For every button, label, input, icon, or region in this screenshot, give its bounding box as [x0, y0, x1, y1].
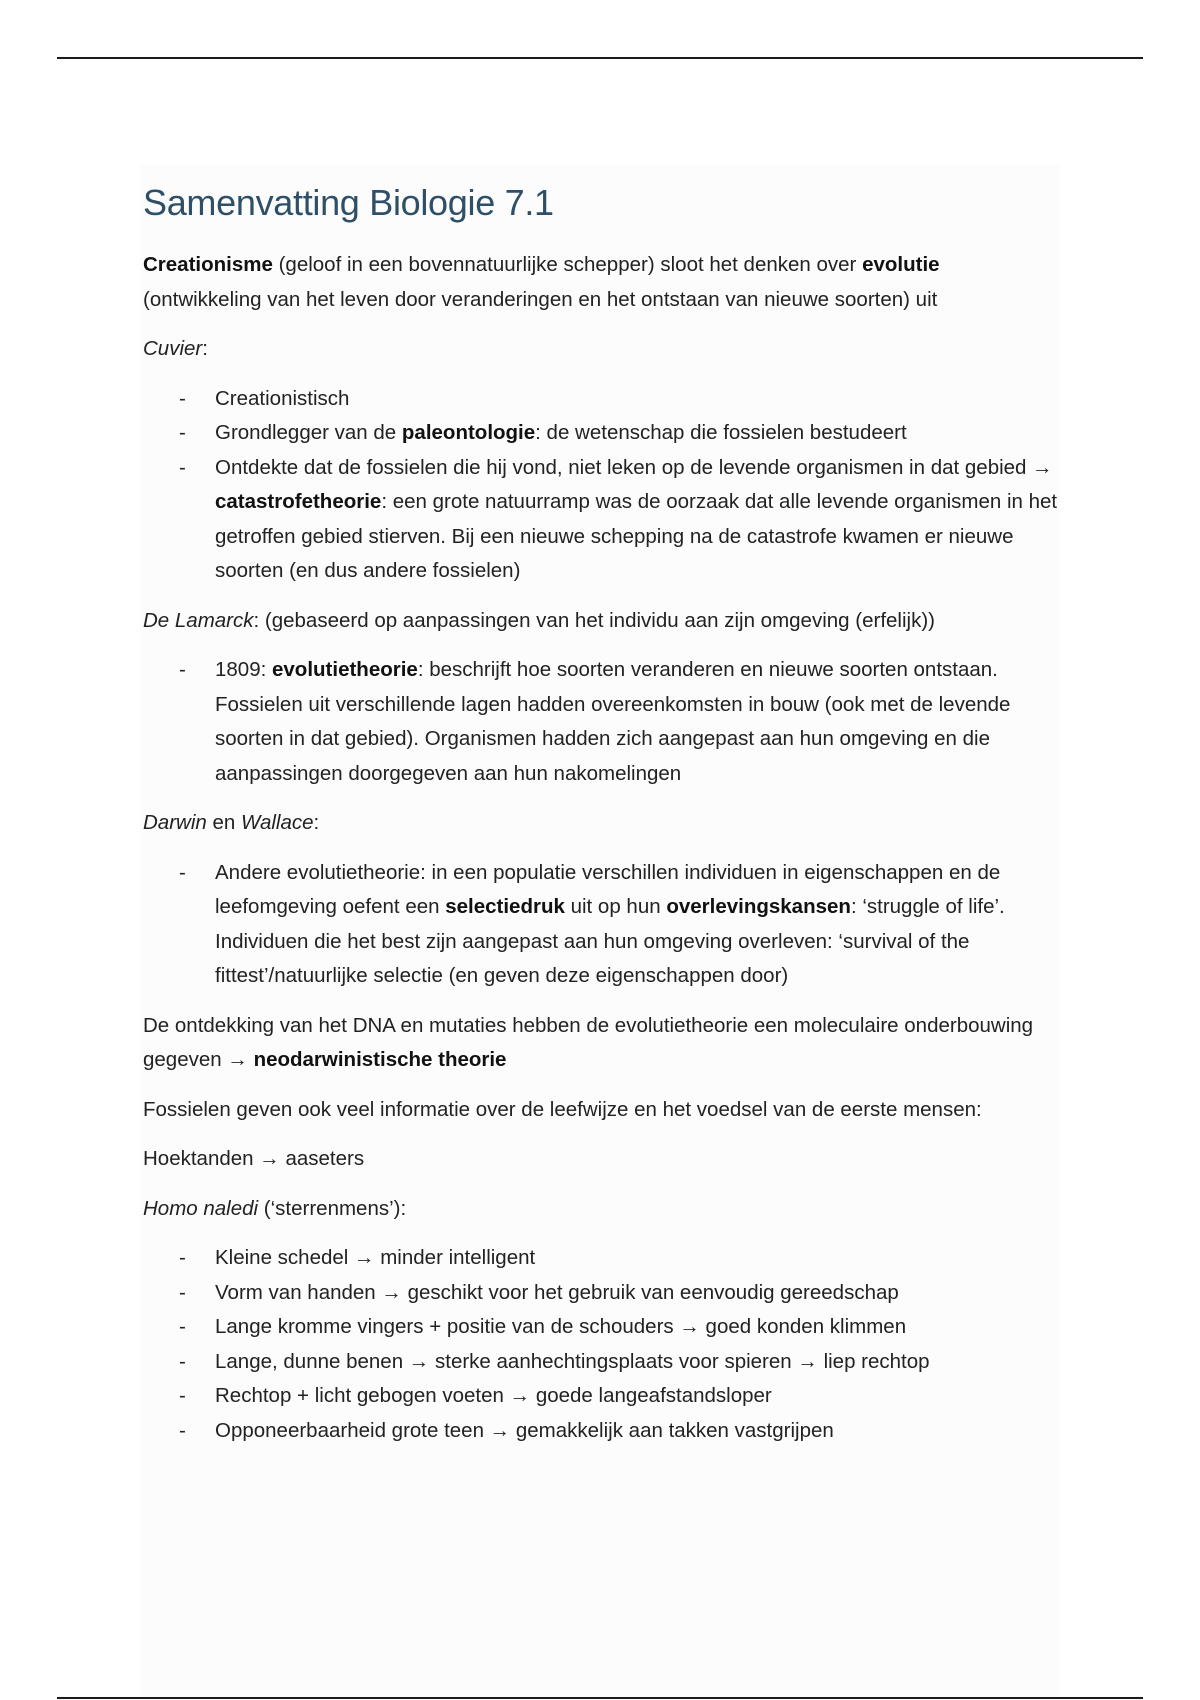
list-item: - Rechtop + licht gebogen voeten → goede langeafstandsloper [143, 1379, 1063, 1414]
list-item: - 1809: evolutietheorie: beschrijft hoe soorten veranderen en nieuwe soorten ontstaan. Fossielen uit verschillende lagen hadden overeenkomsten in bouw (ook met de levende soorten in dat gebied). Organismen hadden zich aangepast aan hun omgeving en die aanpassingen doorgegeven aan hun nakomelingen [143, 653, 1063, 791]
naledi-list [143, 1241, 1063, 1448]
list-item: - Ontdekte dat de fossielen die hij vond, niet leken op de levende organismen in dat gebied → catastrofetheorie: een grote natuurramp was de oorzaak dat alle levende organismen in het getroffen gebied stierven. Bij een nieuwe schepping na de catastrofe kwamen er nieuwe soorten (en dus andere fossielen) [143, 451, 1063, 589]
fossils-paragraph: Fossielen geven ook veel informatie over de leefwijze en het voedsel van de eerste mensen: [143, 1097, 982, 1121]
list-item: - Andere evolutietheorie: in een populatie verschillen individuen in eigenschappen en de leefomgeving oefent een selectiedruk uit op hun overlevingskansen: ‘struggle of life’. Individuen die het best zijn aangepast aan hun omgeving overleven: ‘survival of the fittest’/natuurlijke selectie (en geven deze eigenschappen door) [143, 856, 1063, 994]
term-creationisme: Creationisme [143, 253, 273, 276]
lamarck-list [143, 653, 1063, 791]
naledi-heading: Homo naledi (‘sterrenmens’): [143, 1196, 407, 1220]
darwin-list [143, 856, 1063, 994]
cuvier-list [143, 382, 1063, 589]
intro-paragraph: Creationisme (geloof in een bovennatuurlijke schepper) sloot het denken over evolutie (ontwikkeling van het leven door veranderingen en het ontstaan van nieuwe soorten) uit [143, 253, 940, 311]
top-rule [57, 57, 1143, 59]
list-item: - Creationistisch [143, 382, 1063, 417]
list-item: - Lange, dunne benen → sterke aanhechtingsplaats voor spieren → liep rechtop [143, 1345, 1063, 1380]
document-page [143, 178, 1063, 1463]
list-item: - Vorm van handen → geschikt voor het gebruik van eenvoudig gereedschap [143, 1276, 1063, 1311]
bottom-rule [57, 1697, 1143, 1699]
lamarck-heading: De Lamarck: (gebaseerd op aanpassingen van het individu aan zijn omgeving (erfelijk)) [143, 608, 935, 632]
list-item: - Kleine schedel → minder intelligent [143, 1241, 1063, 1276]
cuvier-heading: Cuvier: [143, 337, 208, 360]
list-item: - Opponeerbaarheid grote teen → gemakkelijk aan takken vastgrijpen [143, 1414, 1063, 1449]
list-item: - Lange kromme vingers + positie van de schouders → goed konden klimmen [143, 1310, 1063, 1345]
teeth-paragraph: Hoektanden → aaseters [143, 1147, 365, 1170]
term-evolutie: evolutie [862, 253, 940, 276]
page-title: Samenvatting Biologie 7.1 [143, 182, 554, 223]
dna-paragraph: De ontdekking van het DNA en mutaties hebben de evolutietheorie een moleculaire onderbouwing gegeven → neodarwinistische theorie [143, 1013, 1034, 1071]
list-item: - Grondlegger van de paleontologie: de wetenschap die fossielen bestudeert [143, 416, 1063, 451]
darwin-heading: Darwin en Wallace: [143, 811, 320, 834]
